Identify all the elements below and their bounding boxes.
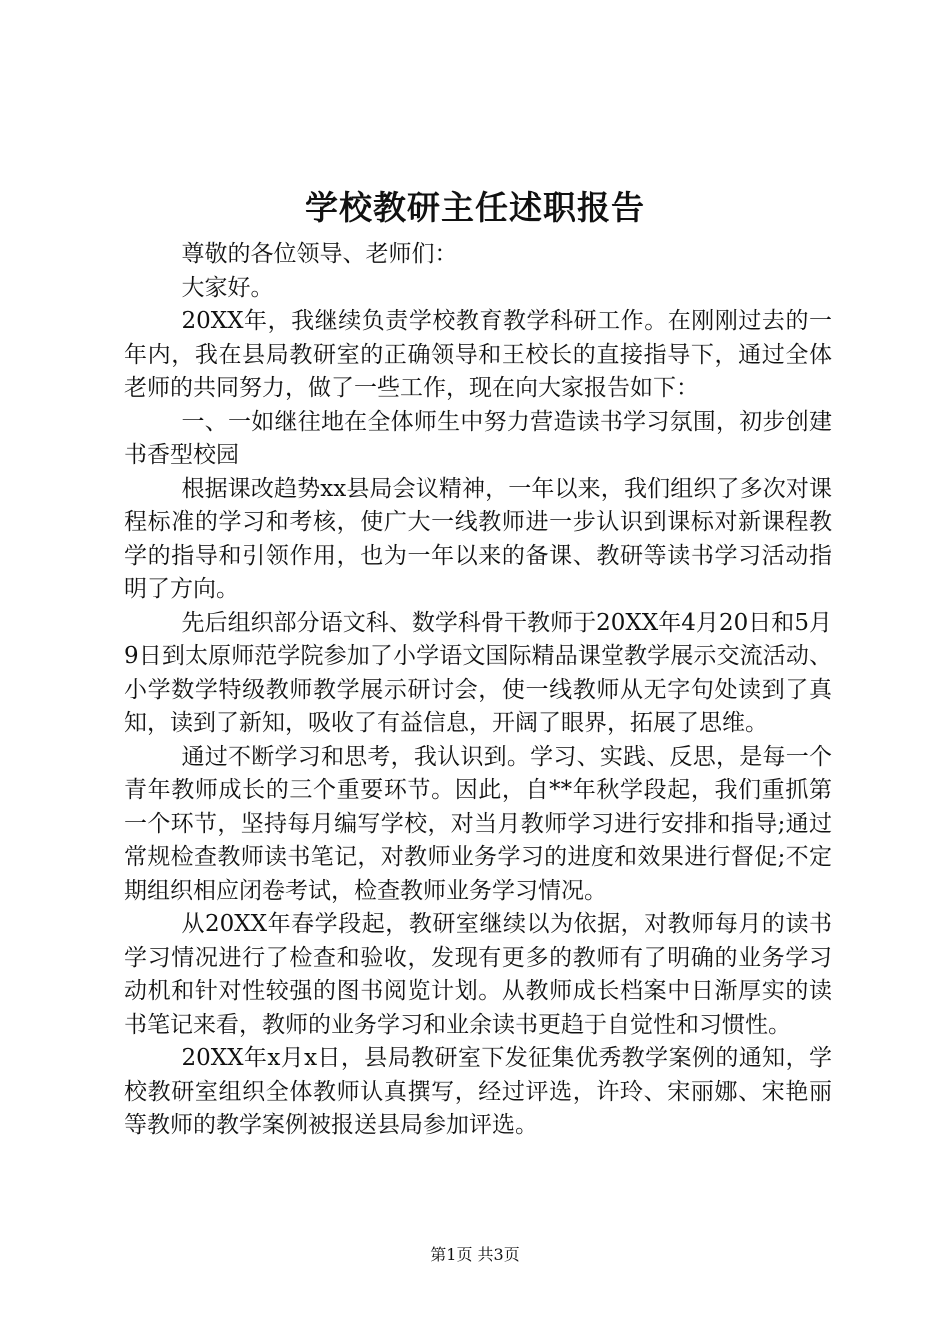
paragraph-reflection: 通过不断学习和思考，我认识到。学习、实践、反思，是每一个青年教师成长的三个重要环节。因此，自**年秋学段起，我们重抓第一个环节，坚持每月编写学校，对当月教师学习进行安排和指导;通过常规检查教师读书笔记，对教师业务学习的进度和效果进行督促;不定期组织相应闭卷考试，检查教师业务学习情况。	[124, 743, 832, 904]
document-title: 学校教研主任述职报告	[305, 188, 645, 227]
paragraph-spring-term: 从20XX年春学段起，教研室继续以为依据，对教师每月的读书学习情况进行了检查和验收，发现有更多的教师有了明确的业务学习动机和针对性较强的图书阅览计划。从教师成长档案中日渐厚实的读书笔记来看，教师的业务学习和业余读书更趋于自觉性和习惯性。	[124, 911, 832, 1038]
paragraph-training-visit: 先后组织部分语文科、数学科骨干教师于20XX年4月20日和5月9日到太原师范学院参加了小学语文国际精品课堂教学展示交流活动、小学数学特级教师教学展示研讨会，使一线教师从无字句处读到了真知，读到了新知，吸收了有益信息，开阔了眼界，拓展了思维。	[124, 609, 832, 736]
section-heading-1: 一、一如继往地在全体师生中努力营造读书学习氛围，初步创建书香型校园	[124, 408, 832, 468]
paragraph-case-selection: 20XX年x月x日，县局教研室下发征集优秀教学案例的通知，学校教研室组织全体教师认真撰写，经过评选，许玲、宋丽娜、宋艳丽等教师的教学案例被报送县局参加评选。	[124, 1045, 832, 1138]
greeting: 大家好。	[181, 274, 274, 301]
page-footer: 第1页 共3页	[430, 1245, 520, 1264]
salutation: 尊敬的各位领导、老师们：	[181, 241, 458, 267]
paragraph-intro: 20XX年，我继续负责学校教育教学科研工作。在刚刚过去的一年内，我在县局教研室的正确领导和王校长的直接指导下，通过全体老师的共同努力，做了一些工作，现在向大家报告如下：	[124, 308, 832, 401]
paragraph-curriculum-study: 根据课改趋势xx县局会议精神，一年以来，我们组织了多次对课程标准的学习和考核，使广大一线教师进一步认识到课标对新课程教学的指导和引领作用，也为一年以来的备课、教研等读书学习活动指明了方向。	[124, 475, 832, 602]
document-body	[124, 238, 832, 1143]
